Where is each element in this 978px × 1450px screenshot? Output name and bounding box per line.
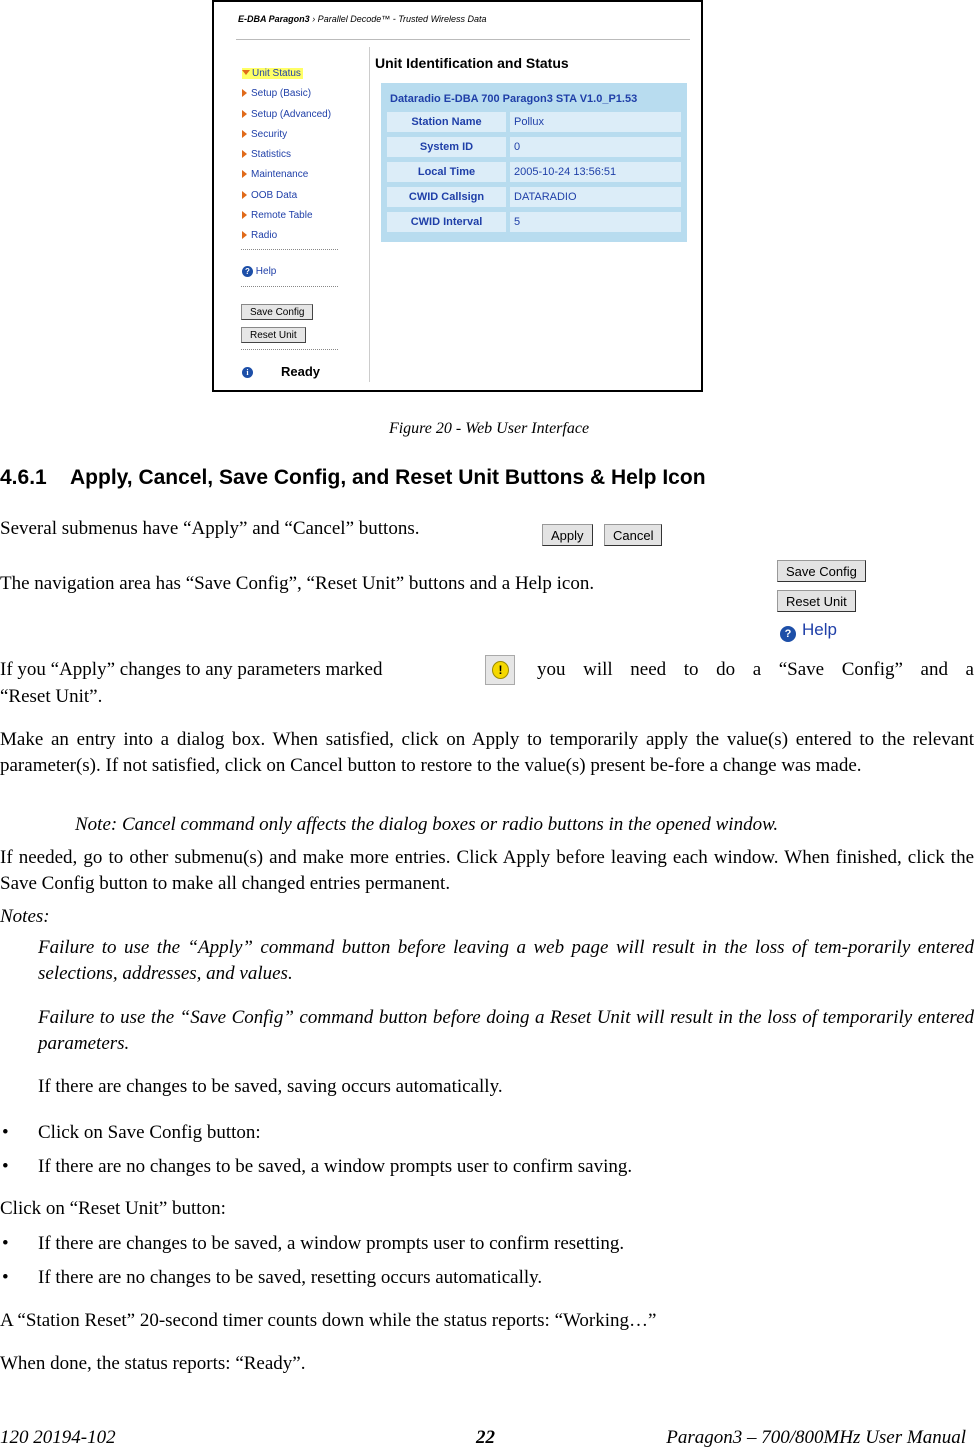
paragraph: Click on “Reset Unit” button:	[0, 1198, 226, 1219]
triangle-right-icon	[242, 191, 247, 199]
page-title: Unit Identification and Status	[375, 55, 569, 71]
reset-unit-button[interactable]: Reset Unit	[777, 590, 856, 612]
save-config-button[interactable]: Save Config	[241, 304, 313, 320]
list-item: • If there are no changes to be saved, a window prompts user to confirm saving.	[2, 1156, 633, 1177]
nav-help-link[interactable]: ? Help	[242, 266, 276, 277]
nav-separator	[241, 249, 338, 250]
table-row: Station Name Pollux	[387, 112, 681, 132]
nav-item-unit-status[interactable]: Unit Status	[242, 68, 303, 79]
nav-separator	[241, 286, 338, 287]
paragraph: you will need to do a “Save Config” and a	[537, 659, 974, 680]
triangle-right-icon	[242, 231, 247, 239]
table-row: CWID Interval 5	[387, 212, 681, 232]
note: Failure to use the “Apply” command button before leaving a web page will result in the loss of tem-porarily entered selections, addresses, and values.	[38, 937, 974, 984]
cancel-button[interactable]: Cancel	[604, 524, 662, 546]
paragraph: If you “Apply” changes to any parameters marked	[0, 659, 383, 680]
paragraph: “Reset Unit”.	[0, 686, 103, 707]
nav-item-radio[interactable]: Radio	[242, 230, 277, 241]
header-divider	[236, 39, 690, 40]
figure-header: E-DBA Paragon3 › Parallel Decode™ - Trusted Wireless Data	[238, 14, 487, 24]
footer-doc-number: 120 20194-102	[0, 1427, 116, 1448]
triangle-right-icon	[242, 150, 247, 158]
triangle-right-icon	[242, 89, 247, 97]
help-link[interactable]: ? Help	[780, 620, 837, 642]
apply-button[interactable]: Apply	[542, 524, 593, 546]
nav-divider	[369, 47, 370, 382]
nav-item-setup-advanced[interactable]: Setup (Advanced)	[242, 109, 331, 120]
paragraph: The navigation area has “Save Config”, “Reset Unit” buttons and a Help icon.	[0, 573, 595, 594]
nav-separator	[241, 349, 338, 350]
help-icon: ?	[780, 626, 796, 642]
list-item: • Click on Save Config button:	[2, 1122, 261, 1143]
info-icon: i	[242, 367, 253, 378]
triangle-right-icon	[242, 211, 247, 219]
save-config-button[interactable]: Save Config	[777, 560, 866, 582]
note: Failure to use the “Save Config” command button before doing a Reset Unit will result in the loss of temporarily entered parameters.	[38, 1007, 974, 1054]
table-row: System ID 0	[387, 137, 681, 157]
nav-item-setup-basic[interactable]: Setup (Basic)	[242, 88, 311, 99]
nav-item-oob-data[interactable]: OOB Data	[242, 190, 297, 201]
triangle-right-icon	[242, 170, 247, 178]
notes-label: Notes:	[0, 906, 50, 927]
paragraph: When done, the status reports: “Ready”.	[0, 1353, 306, 1374]
nav-item-remote-table[interactable]: Remote Table	[242, 210, 313, 221]
list-item: • If there are changes to be saved, a window prompts user to confirm resetting.	[2, 1233, 625, 1254]
footer-manual-title: Paragon3 – 700/800MHz User Manual	[666, 1427, 966, 1448]
note: Note: Cancel command only affects the dialog boxes or radio buttons in the opened window.	[75, 814, 779, 835]
paragraph: If there are changes to be saved, saving occurs automatically.	[38, 1076, 503, 1097]
warning-icon: !	[485, 655, 515, 685]
status-table	[381, 83, 687, 242]
nav-item-statistics[interactable]: Statistics	[242, 149, 291, 160]
help-icon: ?	[242, 266, 253, 277]
paragraph: Several submenus have “Apply” and “Cancel” buttons.	[0, 518, 420, 539]
reset-unit-button[interactable]: Reset Unit	[241, 327, 306, 343]
web-ui-figure	[212, 0, 703, 392]
nav-item-security[interactable]: Security	[242, 129, 287, 140]
table-title: Dataradio E-DBA 700 Paragon3 STA V1.0_P1.53	[390, 93, 638, 105]
section-heading: 4.6.1 Apply, Cancel, Save Config, and Reset Unit Buttons & Help Icon	[0, 466, 706, 489]
triangle-right-icon	[242, 130, 247, 138]
table-row: CWID Callsign DATARADIO	[387, 187, 681, 207]
triangle-down-icon	[242, 70, 250, 75]
figure-caption: Figure 20 - Web User Interface	[388, 420, 590, 437]
paragraph: If needed, go to other submenu(s) and make more entries. Click Apply before leaving each window. When finished, click the Save Config button to make all changed entries permanent.	[0, 847, 974, 894]
list-item: • If there are no changes to be saved, resetting occurs automatically.	[2, 1267, 543, 1288]
triangle-right-icon	[242, 110, 247, 118]
footer-page-number: 22	[476, 1427, 495, 1448]
paragraph: A “Station Reset” 20-second timer counts down while the status reports: “Working…”	[0, 1310, 657, 1331]
paragraph: Make an entry into a dialog box. When satisfied, click on Apply to temporarily apply the value(s) entered to the relevant parameter(s). If not satisfied, click on Cancel button to restore to the value(s) present be-fore a change was made.	[0, 729, 974, 776]
nav-item-maintenance[interactable]: Maintenance	[242, 169, 308, 180]
status-indicator: i Ready	[242, 364, 320, 379]
table-row: Local Time 2005-10-24 13:56:51	[387, 162, 681, 182]
